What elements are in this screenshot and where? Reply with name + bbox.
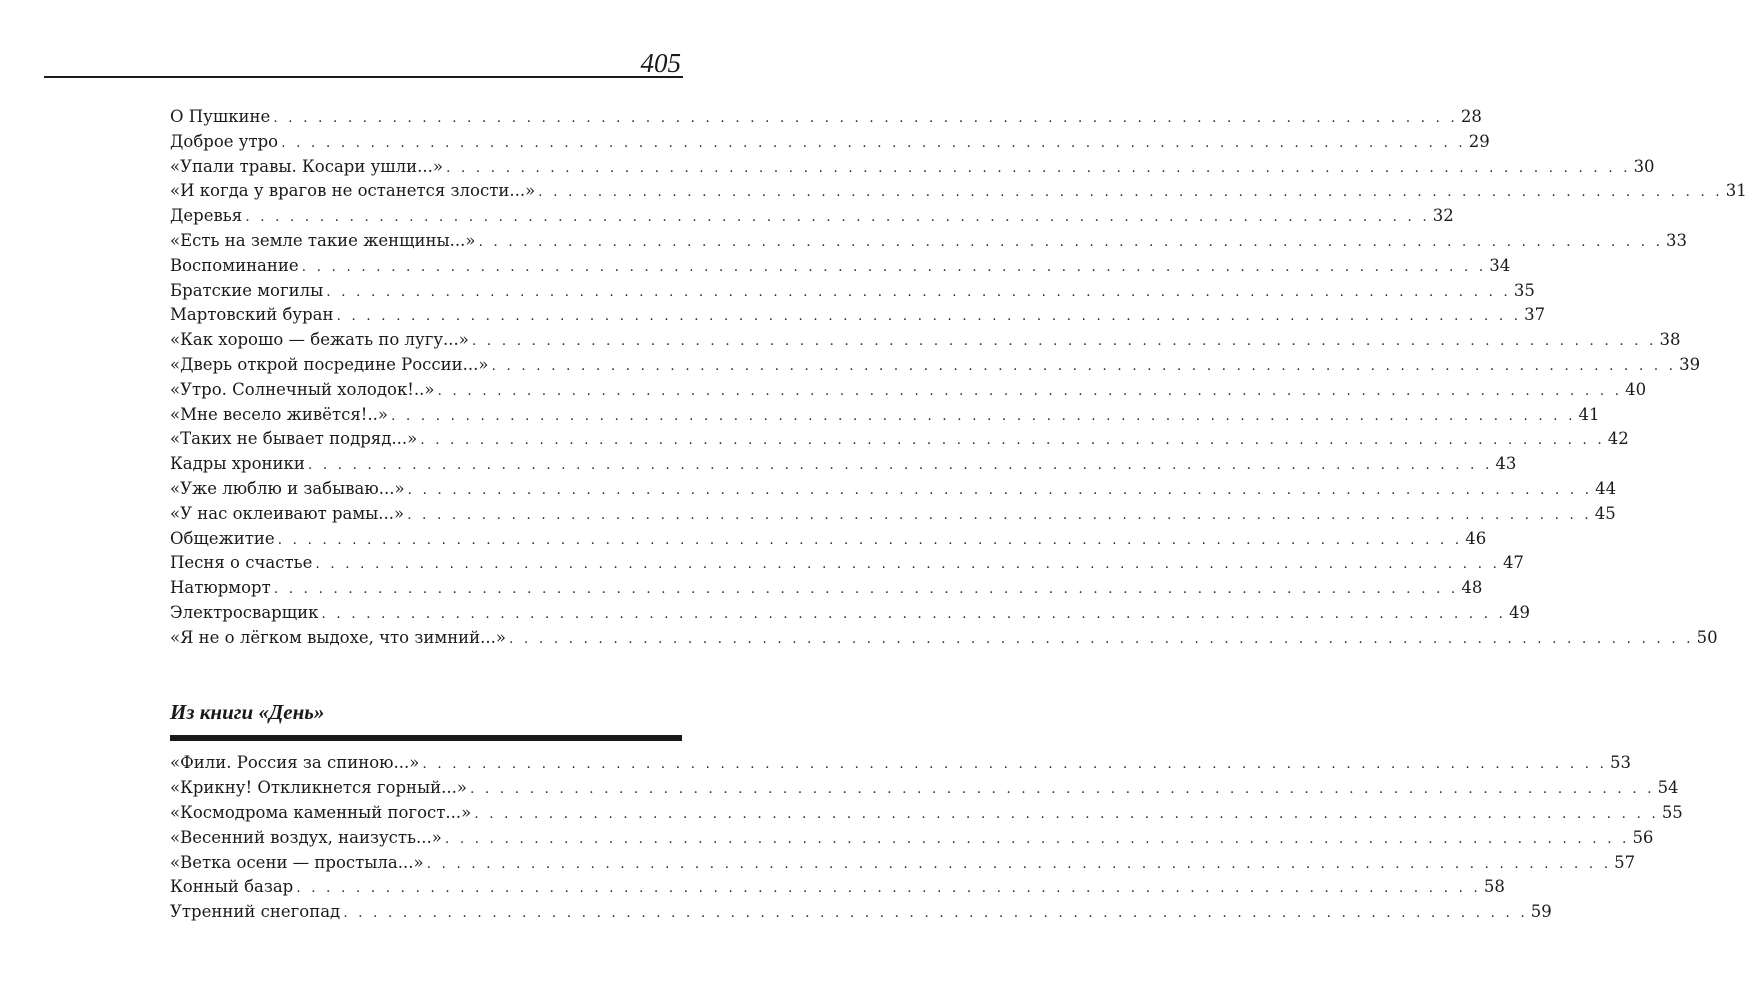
toc-entry-page: 46 <box>1465 528 1487 548</box>
toc-entry-page: 50 <box>1696 627 1718 647</box>
dot-leader: . . . . . . . . . . . . . . . . . . . . . . . . . . . . . . . . . . . . . . . . . . . . . . . . . . . . . . . . . . . . . . . . . . . . . . . . . . . . . . . . <box>315 556 1500 573</box>
toc-entry-title: «Уже люблю и забываю...» <box>170 478 405 498</box>
toc-entry-title: «Мне весело живётся!..» <box>170 404 388 424</box>
toc-entry-title: Братские могилы <box>170 280 324 300</box>
toc-entry <box>170 753 1631 778</box>
toc-entry-page: 30 <box>1633 156 1655 176</box>
toc-entry-title: Мартовский буран <box>170 305 334 325</box>
toc-entry-page: 33 <box>1666 230 1688 250</box>
toc-entry-title: Песня о счастье <box>170 553 313 573</box>
dot-leader: . . . . . . . . . . . . . . . . . . . . . . . . . . . . . . . . . . . . . . . . . . . . . . . . . . . . . . . . . . . . . . . . . . . . . . . . . . . . . . . . <box>426 855 1612 872</box>
toc-entry-page: 41 <box>1578 404 1600 424</box>
header-rule <box>44 76 683 78</box>
toc-entry <box>170 802 1683 828</box>
toc-list <box>170 107 1747 653</box>
toc-entry-page: 59 <box>1530 902 1552 922</box>
toc-entry-page: 49 <box>1508 602 1530 622</box>
dot-leader: . . . . . . . . . . . . . . . . . . . . . . . . . . . . . . . . . . . . . . . . . . . . . . . . . . . . . . . . . . . . . . . . . . . . . . . . . . . . . . . . <box>281 134 1466 151</box>
toc-entry-title: «Таких не бывает подряд...» <box>170 429 418 449</box>
toc-entry <box>170 454 1517 479</box>
dot-leader: . . . . . . . . . . . . . . . . . . . . . . . . . . . . . . . . . . . . . . . . . . . . . . . . . . . . . . . . . . . . . . . . . . . . . . . . . . . . . . . . <box>321 605 1506 622</box>
toc-entry <box>170 330 1681 355</box>
toc-entry-page: 34 <box>1489 255 1511 275</box>
dot-leader: . . . . . . . . . . . . . . . . . . . . . . . . . . . . . . . . . . . . . . . . . . . . . . . . . . . . . . . . . . . . . . . . . . . . . . . . . . . . . . . . <box>336 308 1522 325</box>
toc-entry-page: 28 <box>1460 107 1482 126</box>
toc-entry <box>170 156 1655 182</box>
toc-entry-title: «Упали травы. Косари ушли...» <box>170 156 443 176</box>
dot-leader: . . . . . . . . . . . . . . . . . . . . . . . . . . . . . . . . . . . . . . . . . . . . . . . . . . . . . . . . . . . . . . . . . . . . . . . . . . . . . . . . <box>445 159 1631 176</box>
dot-leader: . . . . . . . . . . . . . . . . . . . . . . . . . . . . . . . . . . . . . . . . . . . . . . . . . . . . . . . . . . . . . . . . . . . . . . . . . . . . . . . . <box>307 457 1493 474</box>
toc-entry-title: Воспоминание <box>170 255 299 275</box>
dot-leader: . . . . . . . . . . . . . . . . . . . . . . . . . . . . . . . . . . . . . . . . . . . . . . . . . . . . . . . . . . . . . . . . . . . . . . . . . . . . . . . . <box>538 184 1723 201</box>
toc-entry <box>170 404 1600 430</box>
toc-entry <box>170 877 1505 902</box>
toc-entry <box>170 553 1524 578</box>
toc-entry <box>170 503 1616 529</box>
dot-leader: . . . . . . . . . . . . . . . . . . . . . . . . . . . . . . . . . . . . . . . . . . . . . . . . . . . . . . . . . . . . . . . . . . . . . . . . . . . . . . . . <box>444 830 1630 847</box>
toc-entry <box>170 181 1747 206</box>
section-heading: Из книги «День» <box>170 700 325 724</box>
dot-leader: . . . . . . . . . . . . . . . . . . . . . . . . . . . . . . . . . . . . . . . . . . . . . . . . . . . . . . . . . . . . . . . . . . . . . . . . . . . . . . . . <box>407 506 1592 523</box>
toc-entry <box>170 280 1535 306</box>
dot-leader: . . . . . . . . . . . . . . . . . . . . . . . . . . . . . . . . . . . . . . . . . . . . . . . . . . . . . . . . . . . . . . . . . . . . . . . . . . . . . . . . <box>478 233 1664 250</box>
toc-entry-page: 31 <box>1725 181 1747 201</box>
toc-entry-title: «Утро. Солнечный холодок!..» <box>170 379 435 399</box>
toc-entry-title: «Фили. Россия за спиною...» <box>170 753 420 772</box>
dot-leader: . . . . . . . . . . . . . . . . . . . . . . . . . . . . . . . . . . . . . . . . . . . . . . . . . . . . . . . . . . . . . . . . . . . . . . . . . . . . . . . . <box>273 110 1458 126</box>
toc-entry-page: 37 <box>1524 305 1546 325</box>
toc-entry <box>170 852 1636 878</box>
toc-entry <box>170 827 1654 853</box>
toc-entry <box>170 602 1530 628</box>
toc-entry-title: Конный базар <box>170 877 294 897</box>
toc-entry-page: 35 <box>1513 280 1535 300</box>
toc-entry <box>170 478 1617 504</box>
toc-entry <box>170 379 1647 405</box>
dot-leader: . . . . . . . . . . . . . . . . . . . . . . . . . . . . . . . . . . . . . . . . . . . . . . . . . . . . . . . . . . . . . . . . . . . . . . . . . . . . . . . . <box>273 581 1459 598</box>
toc-entry-page: 54 <box>1657 777 1679 797</box>
toc-entry-title: Деревья <box>170 206 243 226</box>
toc-entry <box>170 206 1454 231</box>
toc-entry-page: 39 <box>1679 354 1701 374</box>
toc-entry-title: «Крикну! Откликнется горный...» <box>170 777 467 797</box>
toc-entry <box>170 305 1546 330</box>
toc-entry-page: 56 <box>1632 827 1654 847</box>
toc-entry-title: Натюрморт <box>170 578 271 598</box>
toc-entry-title: «Ветка осени — простыла...» <box>170 852 424 872</box>
toc-entry-title: «Дверь открой посредине России...» <box>170 354 489 374</box>
toc-entry <box>170 354 1701 380</box>
dot-leader: . . . . . . . . . . . . . . . . . . . . . . . . . . . . . . . . . . . . . . . . . . . . . . . . . . . . . . . . . . . . . . . . . . . . . . . . . . . . . . . . <box>326 283 1511 300</box>
toc-entry-title: «Есть на земле такие женщины...» <box>170 230 476 250</box>
toc-entry <box>170 777 1679 803</box>
toc-entry-page: 48 <box>1461 578 1483 598</box>
toc-entry-title: «Весенний воздух, наизусть...» <box>170 827 442 847</box>
toc-entry-page: 44 <box>1595 478 1617 498</box>
toc-entry-page: 58 <box>1483 877 1505 897</box>
dot-leader: . . . . . . . . . . . . . . . . . . . . . . . . . . . . . . . . . . . . . . . . . . . . . . . . . . . . . . . . . . . . . . . . . . . . . . . . . . . . . . . . <box>469 780 1655 797</box>
toc-entry-page: 43 <box>1495 454 1517 474</box>
toc-entry-page: 45 <box>1594 503 1616 523</box>
toc-entry <box>170 528 1487 554</box>
toc-entry-title: «У нас оклеивают рамы...» <box>170 503 405 523</box>
dot-leader: . . . . . . . . . . . . . . . . . . . . . . . . . . . . . . . . . . . . . . . . . . . . . . . . . . . . . . . . . . . . . . . . . . . . . . . . . . . . . . . . <box>301 258 1487 275</box>
toc-entry-title: «Я не о лёгком выдохе, что зимний...» <box>170 627 507 647</box>
toc-entry-page: 40 <box>1625 379 1647 399</box>
dot-leader: . . . . . . . . . . . . . . . . . . . . . . . . . . . . . . . . . . . . . . . . . . . . . . . . . . . . . . . . . . . . . . . . . . . . . . . . . . . . . . . . <box>509 630 1694 647</box>
toc-entry <box>170 429 1629 454</box>
toc-entry-page: 38 <box>1659 330 1681 350</box>
dot-leader: . . . . . . . . . . . . . . . . . . . . . . . . . . . . . . . . . . . . . . . . . . . . . . . . . . . . . . . . . . . . . . . . . . . . . . . . . . . . . . . . <box>471 333 1657 350</box>
dot-leader: . . . . . . . . . . . . . . . . . . . . . . . . . . . . . . . . . . . . . . . . . . . . . . . . . . . . . . . . . . . . . . . . . . . . . . . . . . . . . . . . <box>277 531 1463 548</box>
toc-entry-title: Утренний снегопад <box>170 902 341 922</box>
toc-entry-page: 29 <box>1468 131 1490 151</box>
dot-leader: . . . . . . . . . . . . . . . . . . . . . . . . . . . . . . . . . . . . . . . . . . . . . . . . . . . . . . . . . . . . . . . . . . . . . . . . . . . . . . . . <box>390 407 1576 424</box>
toc-entry-page: 57 <box>1614 852 1636 872</box>
toc-entry <box>170 107 1482 132</box>
dot-leader: . . . . . . . . . . . . . . . . . . . . . . . . . . . . . . . . . . . . . . . . . . . . . . . . . . . . . . . . . . . . . . . . . . . . . . . . . . . . . . . . <box>437 382 1623 399</box>
toc-entry-title: «Космодрома каменный погост...» <box>170 802 472 822</box>
section-rule <box>170 735 682 741</box>
toc-entry <box>170 131 1490 157</box>
toc-entry-page: 55 <box>1661 802 1683 822</box>
page-number: 405 <box>640 48 681 78</box>
toc-entry-page: 47 <box>1502 553 1524 573</box>
dot-leader: . . . . . . . . . . . . . . . . . . . . . . . . . . . . . . . . . . . . . . . . . . . . . . . . . . . . . . . . . . . . . . . . . . . . . . . . . . . . . . . . <box>422 756 1607 772</box>
dot-leader: . . . . . . . . . . . . . . . . . . . . . . . . . . . . . . . . . . . . . . . . . . . . . . . . . . . . . . . . . . . . . . . . . . . . . . . . . . . . . . . . <box>407 481 1593 498</box>
toc-entry-title: Кадры хроники <box>170 454 305 474</box>
toc-entry-title: О Пушкине <box>170 107 271 126</box>
dot-leader: . . . . . . . . . . . . . . . . . . . . . . . . . . . . . . . . . . . . . . . . . . . . . . . . . . . . . . . . . . . . . . . . . . . . . . . . . . . . . . . . <box>296 880 1481 897</box>
toc-entry <box>170 902 1552 927</box>
toc-entry <box>170 627 1718 653</box>
toc-entry-title: «Как хорошо — бежать по лугу...» <box>170 330 469 350</box>
toc-entry-page: 42 <box>1607 429 1629 449</box>
toc-entry <box>170 230 1688 256</box>
toc-entry-title: Доброе утро <box>170 131 279 151</box>
dot-leader: . . . . . . . . . . . . . . . . . . . . . . . . . . . . . . . . . . . . . . . . . . . . . . . . . . . . . . . . . . . . . . . . . . . . . . . . . . . . . . . . <box>420 432 1605 449</box>
dot-leader: . . . . . . . . . . . . . . . . . . . . . . . . . . . . . . . . . . . . . . . . . . . . . . . . . . . . . . . . . . . . . . . . . . . . . . . . . . . . . . . . <box>474 805 1659 822</box>
toc-entry-title: Электросварщик <box>170 602 319 622</box>
dot-leader: . . . . . . . . . . . . . . . . . . . . . . . . . . . . . . . . . . . . . . . . . . . . . . . . . . . . . . . . . . . . . . . . . . . . . . . . . . . . . . . . <box>245 209 1430 226</box>
toc-entry <box>170 255 1511 281</box>
dot-leader: . . . . . . . . . . . . . . . . . . . . . . . . . . . . . . . . . . . . . . . . . . . . . . . . . . . . . . . . . . . . . . . . . . . . . . . . . . . . . . . . <box>343 905 1528 922</box>
toc-entry-title: Общежитие <box>170 528 275 548</box>
toc-entry-page: 53 <box>1609 753 1631 772</box>
toc-list-section <box>170 753 1683 927</box>
toc-entry-title: «И когда у врагов не останется злости...» <box>170 181 536 201</box>
toc-entry <box>170 578 1483 603</box>
dot-leader: . . . . . . . . . . . . . . . . . . . . . . . . . . . . . . . . . . . . . . . . . . . . . . . . . . . . . . . . . . . . . . . . . . . . . . . . . . . . . . . . <box>491 357 1677 374</box>
toc-entry-page: 32 <box>1432 206 1454 226</box>
